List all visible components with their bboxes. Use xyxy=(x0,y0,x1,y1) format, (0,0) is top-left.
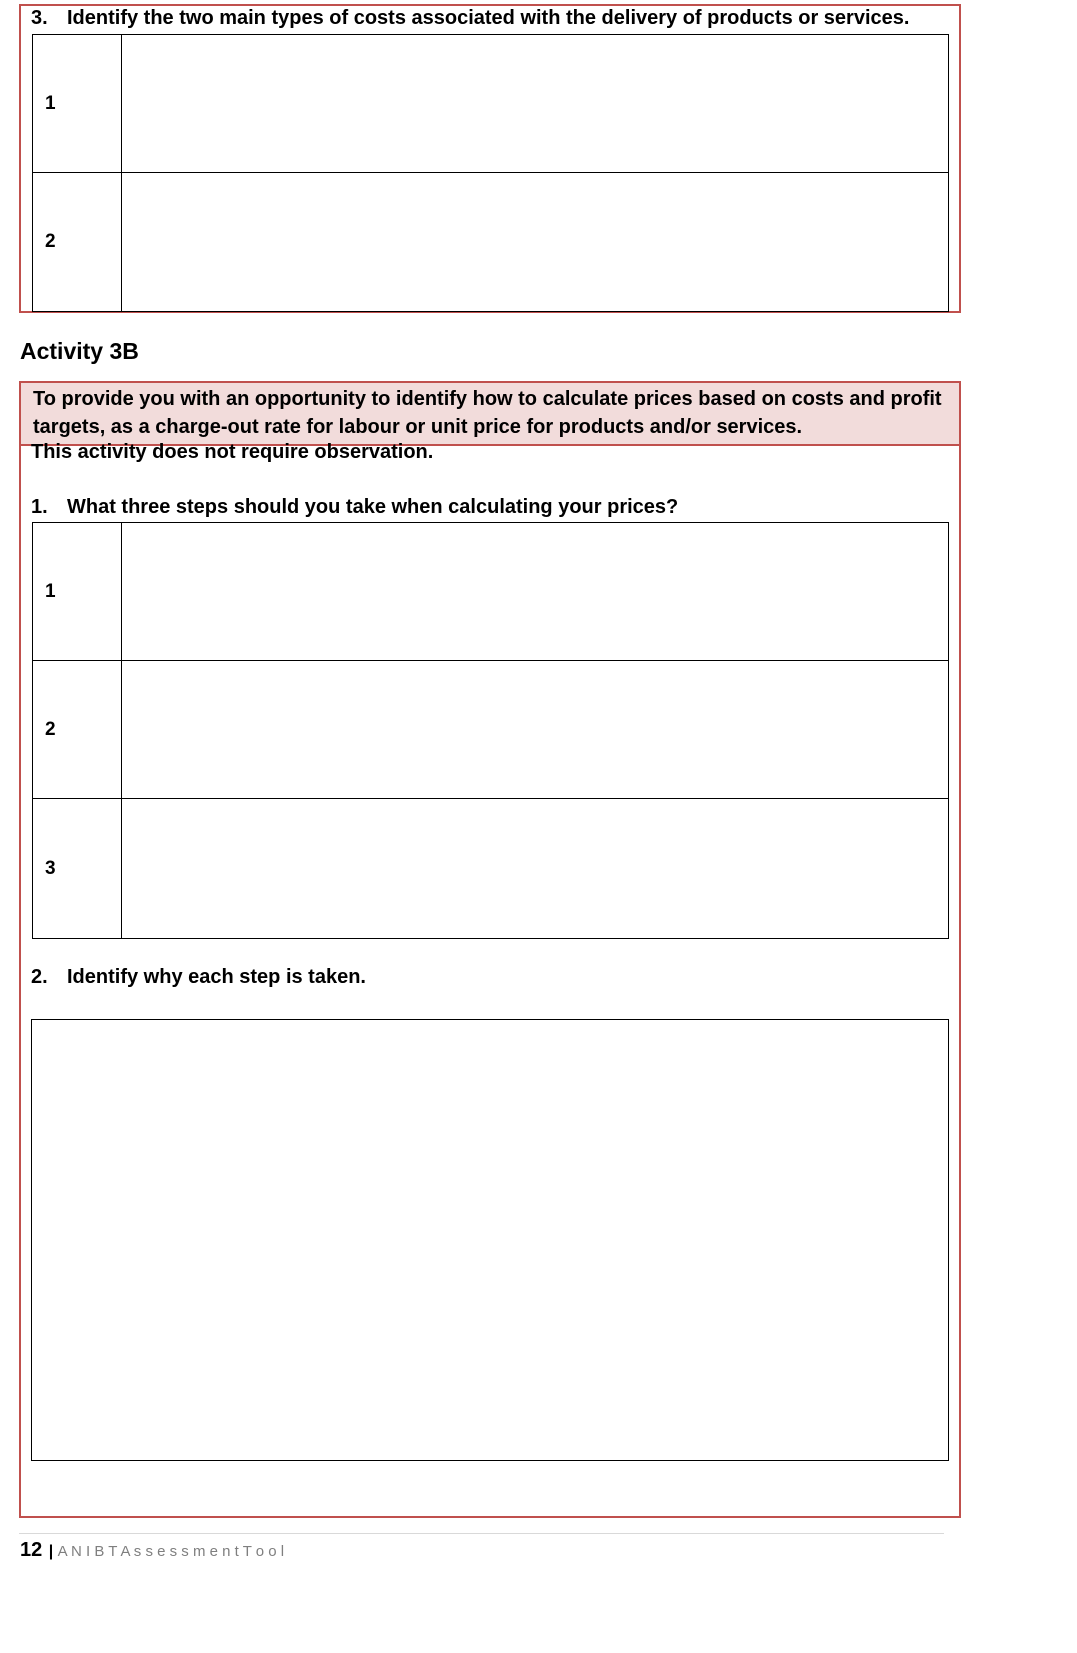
question-3-answer-table xyxy=(32,34,949,312)
footer-divider xyxy=(19,1533,944,1534)
answer-cell[interactable] xyxy=(122,661,949,799)
table-row xyxy=(33,173,949,312)
answer-cell[interactable] xyxy=(122,35,949,173)
question-1-text: 1. What three steps should you take when calculating your prices? xyxy=(31,496,679,518)
row-number: 1 xyxy=(33,35,122,173)
row-number: 2 xyxy=(33,661,122,799)
row-number: 1 xyxy=(33,523,122,661)
question-1-answer-table xyxy=(32,522,949,939)
row-number: 3 xyxy=(33,799,122,939)
answer-cell[interactable] xyxy=(122,173,949,312)
footer-separator: | xyxy=(48,1543,54,1560)
footer-title: A N I B T A s s e s s m e n t T o o l xyxy=(57,1543,285,1560)
page-number: 12 xyxy=(20,1539,43,1561)
activity-purpose: To provide you with an opportunity to identify how to calculate prices based on costs and profit targets, as a charge-out rate for labour or unit price for products and/or services. xyxy=(21,383,959,446)
observation-note: This activity does not require observation. xyxy=(31,441,434,463)
table-row xyxy=(33,523,949,661)
footer xyxy=(20,1538,284,1564)
question-2-answer-box[interactable] xyxy=(31,1019,949,1461)
table-row xyxy=(33,799,949,939)
table-row xyxy=(33,35,949,173)
activity-heading: Activity 3B xyxy=(20,338,139,364)
question-3-text: 3. Identify the two main types of costs associated with the delivery of products or services. xyxy=(31,7,910,29)
row-number: 2 xyxy=(33,173,122,312)
question-2-text: 2. Identify why each step is taken. xyxy=(31,966,366,988)
answer-cell[interactable] xyxy=(122,523,949,661)
table-row xyxy=(33,661,949,799)
answer-cell[interactable] xyxy=(122,799,949,939)
